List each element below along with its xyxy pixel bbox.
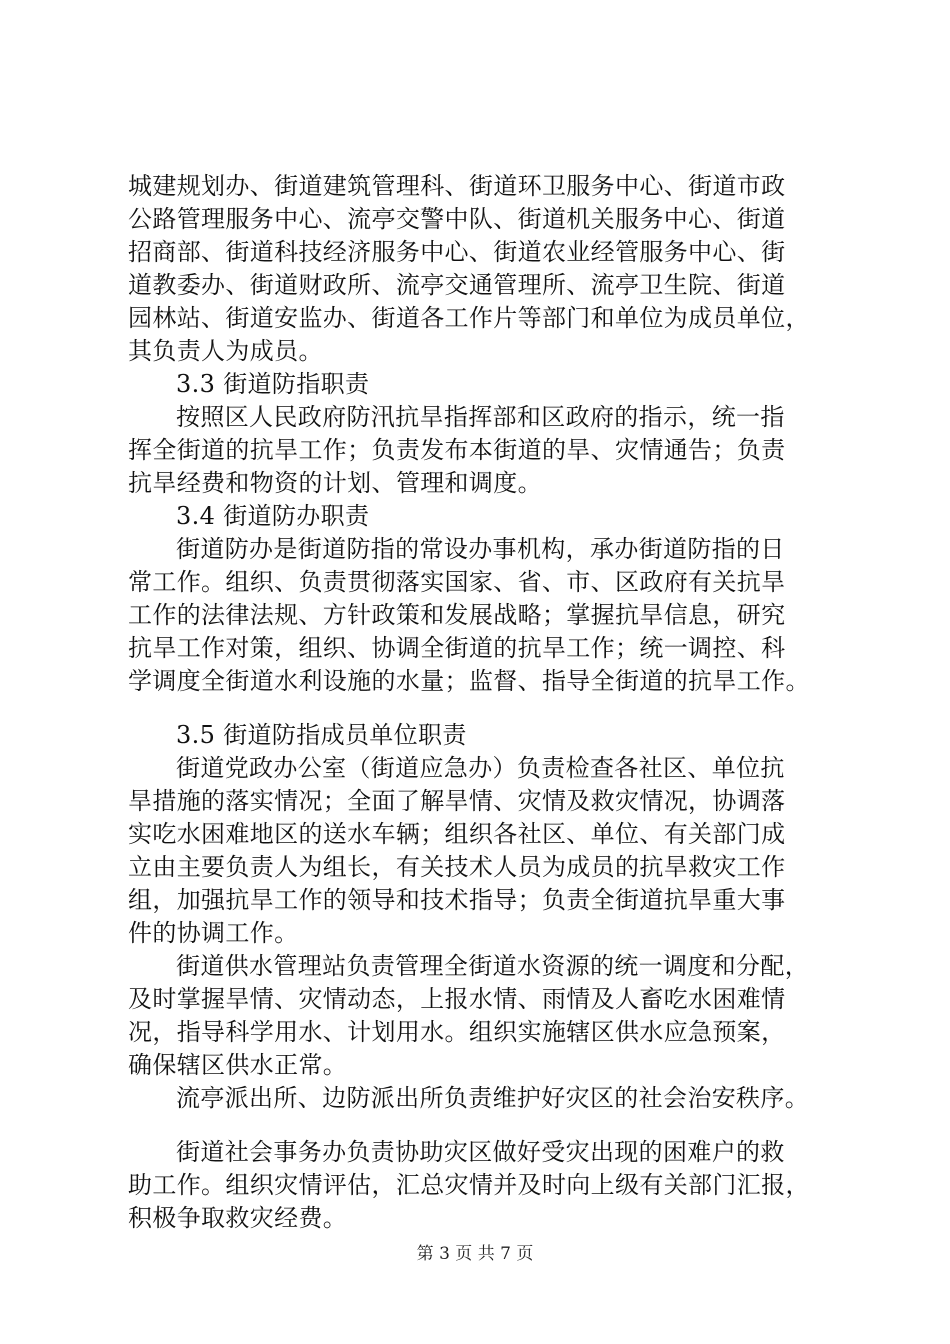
document-body (128, 170, 840, 1235)
text-line: 助工作。组织灾情评估，汇总灾情并及时向上级有关部门汇报， (128, 1171, 810, 1199)
text-line: 其负责人为成员。 (128, 337, 323, 365)
text-line: 组，加强抗旱工作的领导和技术指导；负责全街道抗旱重大事 (128, 886, 786, 914)
text-line: 旱措施的落实情况；全面了解旱情、灾情及救灾情况，协调落 (128, 787, 786, 815)
text-line: 城建规划办、街道建筑管理科、街道环卫服务中心、街道市政 (128, 172, 786, 200)
text-line: 挥全街道的抗旱工作；负责发布本街道的旱、灾情通告；负责 (128, 436, 786, 464)
text-line: 抗旱工作对策，组织、协调全街道的抗旱工作；统一调控、科 (128, 634, 786, 662)
text-line: 招商部、街道科技经济服务中心、街道农业经管服务中心、街 (128, 238, 786, 266)
section-heading: 3.5 街道防指成员单位职责 (176, 721, 467, 749)
text-line: 街道防办是街道防指的常设办事机构，承办街道防指的日 (176, 535, 785, 563)
paragraph-duty-water-station (128, 950, 840, 1082)
section-heading: 3.4 街道防办职责 (176, 502, 370, 530)
paragraph-gap (128, 1115, 840, 1136)
text-line: 及时掌握旱情、灾情动态，上报水情、雨情及人畜吃水困难情 (128, 985, 786, 1013)
text-line: 立由主要负责人为组长，有关技术人员为成员的抗旱救灾工作 (128, 853, 786, 881)
text-line: 抗旱经费和物资的计划、管理和调度。 (128, 469, 542, 497)
paragraph-duty-police (128, 1082, 840, 1115)
paragraph-duty-3-4 (128, 533, 840, 698)
section-heading-3-5 (128, 719, 840, 752)
section-heading: 3.3 街道防指职责 (176, 370, 370, 398)
text-line: 况，指导科学用水、计划用水。组织实施辖区供水应急预案， (128, 1018, 786, 1046)
text-line: 常工作。组织、负责贯彻落实国家、省、市、区政府有关抗旱 (128, 568, 786, 596)
text-line: 件的协调工作。 (128, 919, 299, 947)
text-line: 按照区人民政府防汛抗旱指挥部和区政府的指示，统一指 (176, 403, 785, 431)
section-heading-3-4 (128, 500, 840, 533)
page-number-footer: 第 3 页 共 7 页 (416, 1244, 534, 1264)
text-line: 流亭派出所、边防派出所负责维护好灾区的社会治安秩序。 (176, 1084, 810, 1112)
text-line: 积极争取救灾经费。 (128, 1204, 348, 1232)
text-line: 工作的法律法规、方针政策和发展战略；掌握抗旱信息，研究 (128, 601, 786, 629)
text-line: 园林站、街道安监办、街道各工作片等部门和单位为成员单位， (128, 304, 810, 332)
text-line: 街道供水管理站负责管理全街道水资源的统一调度和分配， (176, 952, 810, 980)
text-line: 公路管理服务中心、流亭交警中队、街道机关服务中心、街道 (128, 205, 786, 233)
text-line: 街道党政办公室（街道应急办）负责检查各社区、单位抗 (176, 754, 785, 782)
paragraph-duty-social-affairs (128, 1136, 840, 1235)
text-line: 道教委办、街道财政所、流亭交通管理所、流亭卫生院、街道 (128, 271, 786, 299)
text-line: 实吃水困难地区的送水车辆；组织各社区、单位、有关部门成 (128, 820, 786, 848)
text-line: 确保辖区供水正常。 (128, 1051, 348, 1079)
paragraph-duty-party-office (128, 752, 840, 950)
paragraph-gap (128, 698, 840, 719)
text-line: 学调度全街道水利设施的水量；监督、指导全街道的抗旱工作。 (128, 667, 810, 695)
text-line: 街道社会事务办负责协助灾区做好受灾出现的困难户的救 (176, 1138, 785, 1166)
section-heading-3-3 (128, 368, 840, 401)
paragraph-duty-3-3 (128, 401, 840, 500)
paragraph-members-list (128, 170, 840, 368)
